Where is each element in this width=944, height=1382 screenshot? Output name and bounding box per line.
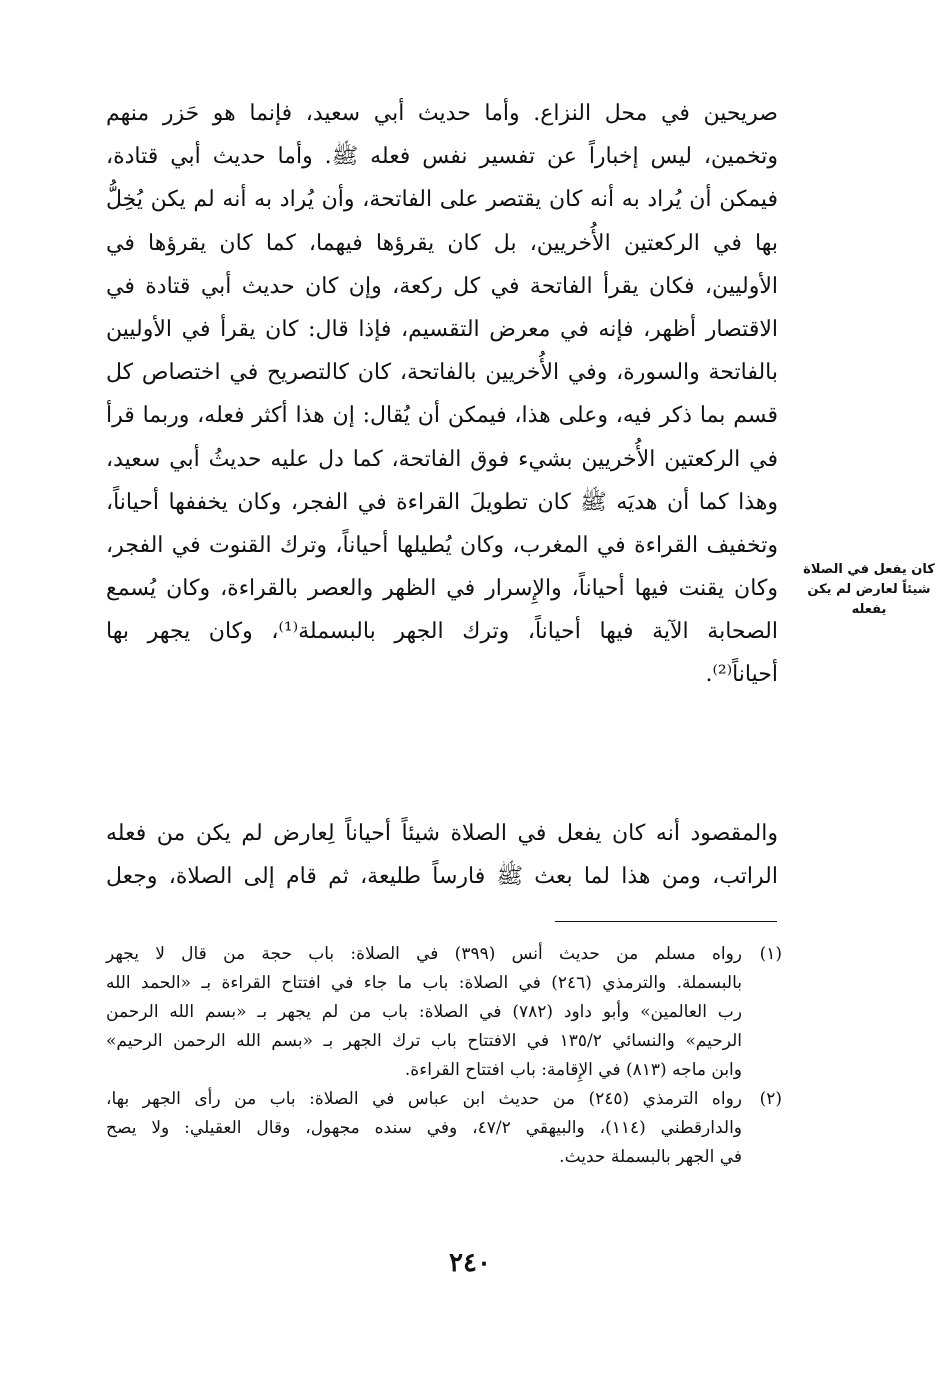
footnote-line: في الجهر بالبسملة حديث. [559,1147,742,1167]
text-line: قسم بما ذكر فيه، وعلى هذا، فيمكن أن يُقال: إن هذا أكثر فعله، وربما قرأ [106,403,778,429]
text-line: فيمكن أن يُراد به أنه كان يقتصر على الفاتحة، وأن يُراد به أنه لم يكن يُخِلُّ [106,187,778,213]
text-line: صريحين في محل النزاع. وأما حديث أبي سعيد، فإنما هو حَزر منهم [106,101,778,126]
footnote-separator [555,921,777,922]
margin-heading-line: كان يفعل في الصلاة [803,562,935,577]
main-paragraph [106,92,778,697]
text-line: وهذا كما أن هديَه ﷺ كان تطويلَ القراءة في الفجر، وكان يخففها أحياناً، [106,489,778,515]
text-line: وتخمين، ليس إخباراً عن تفسير نفس فعله ﷺ. وأما حديث أبي قتادة، [106,144,778,170]
text-line: الاقتصار أظهر، فإنه في معرض التقسيم، فإذا قال: كان يقرأ في الأوليين [106,316,778,342]
margin-heading-line: شيئاً لعارض لم يكن [807,582,931,597]
second-paragraph [106,812,778,898]
footnotes [106,940,782,1172]
text-line: وكان يقنت فيها أحياناً، والإِسرار في الظهر والعصر بالقراءة، وكان يُسمع [106,576,778,602]
text-line: أحياناً⁽²⁾. [705,662,778,688]
footnote-number: (١) [759,944,782,964]
footnote-number: (٢) [759,1089,782,1109]
text-line: الصحابة الآية فيها أحياناً، وترك الجهر بالبسملة⁽¹⁾، وكان يجهر بها [106,619,778,645]
margin-heading-line: يفعله [851,602,887,617]
footnote-body [106,940,742,1085]
text-line: الراتب، ومن هذا لما بعث ﷺ فارساً طليعة، ثم قام إلى الصلاة، وجعل [106,864,778,889]
footnote-line: وابن ماجه (٨١٣) في الإِقامة: باب افتتاح القراءة. [404,1060,742,1080]
text-line: الأوليين، فكان يقرأ الفاتحة في كل ركعة، وإن كان حديث أبي قتادة في [106,273,778,299]
text-line: والمقصود أنه كان يفعل في الصلاة شيئاً أحياناً لِعارض لم يكن من فعله [106,821,778,846]
footnote-1 [106,940,782,1085]
footnote-body [106,1085,742,1172]
margin-heading [800,560,938,620]
footnote-line: بالبسملة. والترمذي (٢٤٦) في الصلاة: باب ما جاء في افتتاح القراءة بـ «الحمد الله [106,973,742,993]
footnote-line: رواه مسلم من حديث أنس (٣٩٩) في الصلاة: باب حجة من قال لا يجهر [106,944,742,964]
footnote-line: الرحيم» والنسائي ١٣٥/٢ في الافتتاح باب ترك الجهر بـ «بسم الله الرحمن الرحيم» [106,1031,742,1051]
footnote-line: والدارقطني (١١٤)، والبيهقي ٤٧/٢، وفي سنده مجهول، وقال العقيلي: ولا يصح [106,1118,743,1138]
text-line: في الركعتين الأُخريين بشيء فوق الفاتحة، كما دل عليه حديثُ أبي سعيد، [106,446,778,472]
text-line: بها في الركعتين الأُخريين، بل كان يقرؤها فيهما، كما كان يقرؤها في [106,230,778,256]
text-line: وتخفيف القراءة في المغرب، وكان يُطيلها أحياناً، وترك القنوت في الفجر، [106,532,778,558]
footnote-line: رب العالمين» وأبو داود (٧٨٢) في الصلاة: باب من لم يجهر بـ «بسم الله الرحمن [106,1002,743,1022]
text-line: بالفاتحة والسورة، وفي الأُخريين بالفاتحة، كان كالتصريح في اختصاص كل [106,360,778,386]
footnote-2 [106,1085,782,1172]
page-number: ٢٤٠ [449,1248,491,1278]
footnote-line: رواه الترمذي (٢٤٥) من حديث ابن عباس في الصلاة: باب من رأى الجهر بها، [106,1089,742,1109]
